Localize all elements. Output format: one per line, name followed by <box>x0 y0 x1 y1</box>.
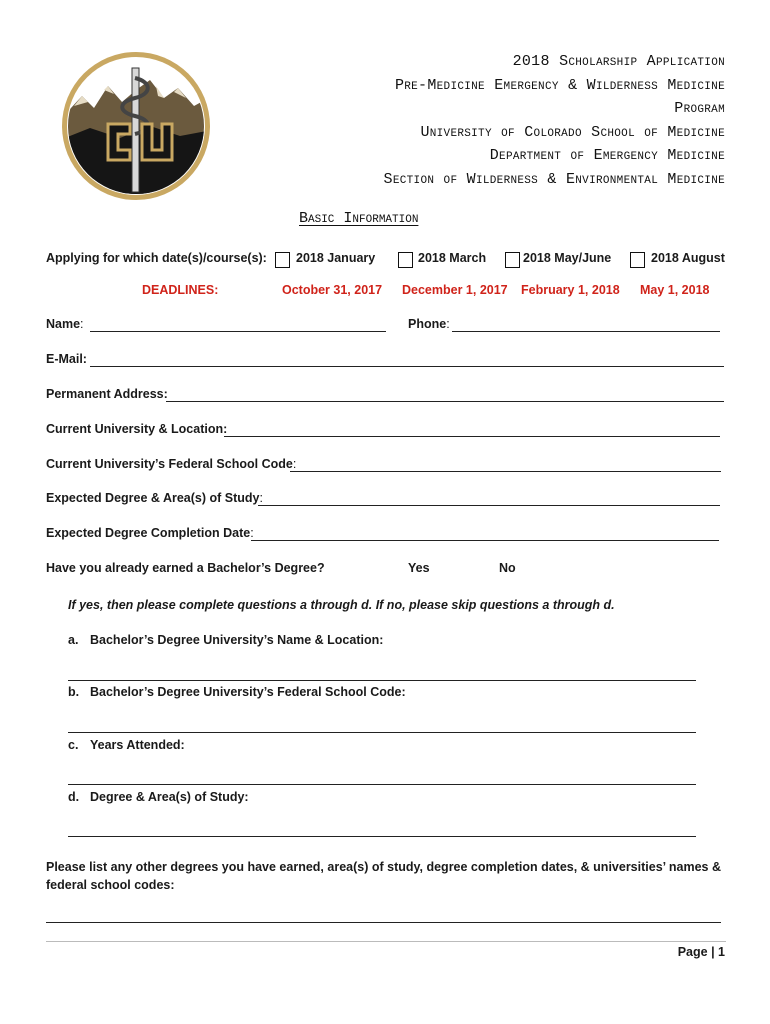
title-line-2: Pre-Medicine Emergency & Wilderness Medicine <box>394 76 725 94</box>
document-title <box>384 50 725 191</box>
university-label: Current University & Location: <box>46 422 228 436</box>
question-b: b. Bachelor’s Degree University’s Federal School Code: <box>68 685 406 699</box>
deadline-january: October 31, 2017 <box>282 283 383 297</box>
bachelors-question: Have you already earned a Bachelor’s Degree? <box>46 561 325 575</box>
cu-medicine-seal-icon <box>60 50 212 202</box>
checkbox-january[interactable] <box>275 252 290 268</box>
option-may-june: 2018 May/June <box>523 251 612 265</box>
completion-field[interactable] <box>251 540 719 541</box>
deadlines-label: DEADLINES: <box>142 283 219 297</box>
deadline-august: May 1, 2018 <box>640 283 710 297</box>
email-label: E-Mail: <box>46 352 87 366</box>
name-field[interactable] <box>90 331 386 332</box>
footer-divider <box>46 941 726 942</box>
checkbox-march[interactable] <box>398 252 413 268</box>
title-line-6: Section of Wilderness & Environmental Medicine <box>383 170 725 188</box>
address-field[interactable] <box>166 401 724 402</box>
other-degrees-prompt: Please list any other degrees you have earned, area(s) of study, degree completion dates, & universities’ names & federal school codes: <box>46 860 722 892</box>
question-a: a. Bachelor’s Degree University’s Name & Location: <box>68 633 384 647</box>
option-august: 2018 August <box>651 251 725 265</box>
other-degrees-field[interactable] <box>46 922 721 923</box>
degree-label: Expected Degree & Area(s) of Study: <box>46 491 263 505</box>
question-b-field[interactable] <box>68 732 696 733</box>
question-a-field[interactable] <box>68 680 696 681</box>
address-label: Permanent Address: <box>46 387 168 401</box>
bachelors-instruction: If yes, then please complete questions a through d. If no, please skip questions a through d. <box>68 598 615 612</box>
checkbox-may-june[interactable] <box>505 252 520 268</box>
deadline-march: December 1, 2017 <box>402 283 508 297</box>
phone-label: Phone: <box>408 317 450 331</box>
university-field[interactable] <box>224 436 720 437</box>
option-january: 2018 January <box>296 251 376 265</box>
question-d-field[interactable] <box>68 836 696 837</box>
school-code-label: Current University’s Federal School Code: <box>46 457 297 471</box>
school-code-field[interactable] <box>290 471 721 472</box>
phone-field[interactable] <box>452 331 720 332</box>
course-label: Applying for which date(s)/course(s): <box>46 251 267 265</box>
question-c: c. Years Attended: <box>68 738 185 752</box>
question-c-field[interactable] <box>68 784 696 785</box>
question-d: d. Degree & Area(s) of Study: <box>68 790 249 804</box>
email-field[interactable] <box>90 366 724 367</box>
name-label: Name: <box>46 317 84 331</box>
degree-field[interactable] <box>258 505 720 506</box>
option-march: 2018 March <box>418 251 487 265</box>
title-line-4: University of Colorado School of Medicine <box>420 123 725 141</box>
page-number: Page | 1 <box>677 945 725 959</box>
yes-option[interactable]: Yes <box>408 561 430 575</box>
checkbox-august[interactable] <box>630 252 645 268</box>
deadline-may-june: February 1, 2018 <box>521 283 620 297</box>
title-line-5: Department of Emergency Medicine <box>489 147 725 164</box>
title-line-1: 2018 Scholarship Application <box>512 53 725 70</box>
completion-label: Expected Degree Completion Date: <box>46 526 254 540</box>
no-option[interactable]: No <box>499 561 516 575</box>
section-heading: Basic Information <box>299 210 419 227</box>
title-line-3: Program <box>674 100 725 117</box>
